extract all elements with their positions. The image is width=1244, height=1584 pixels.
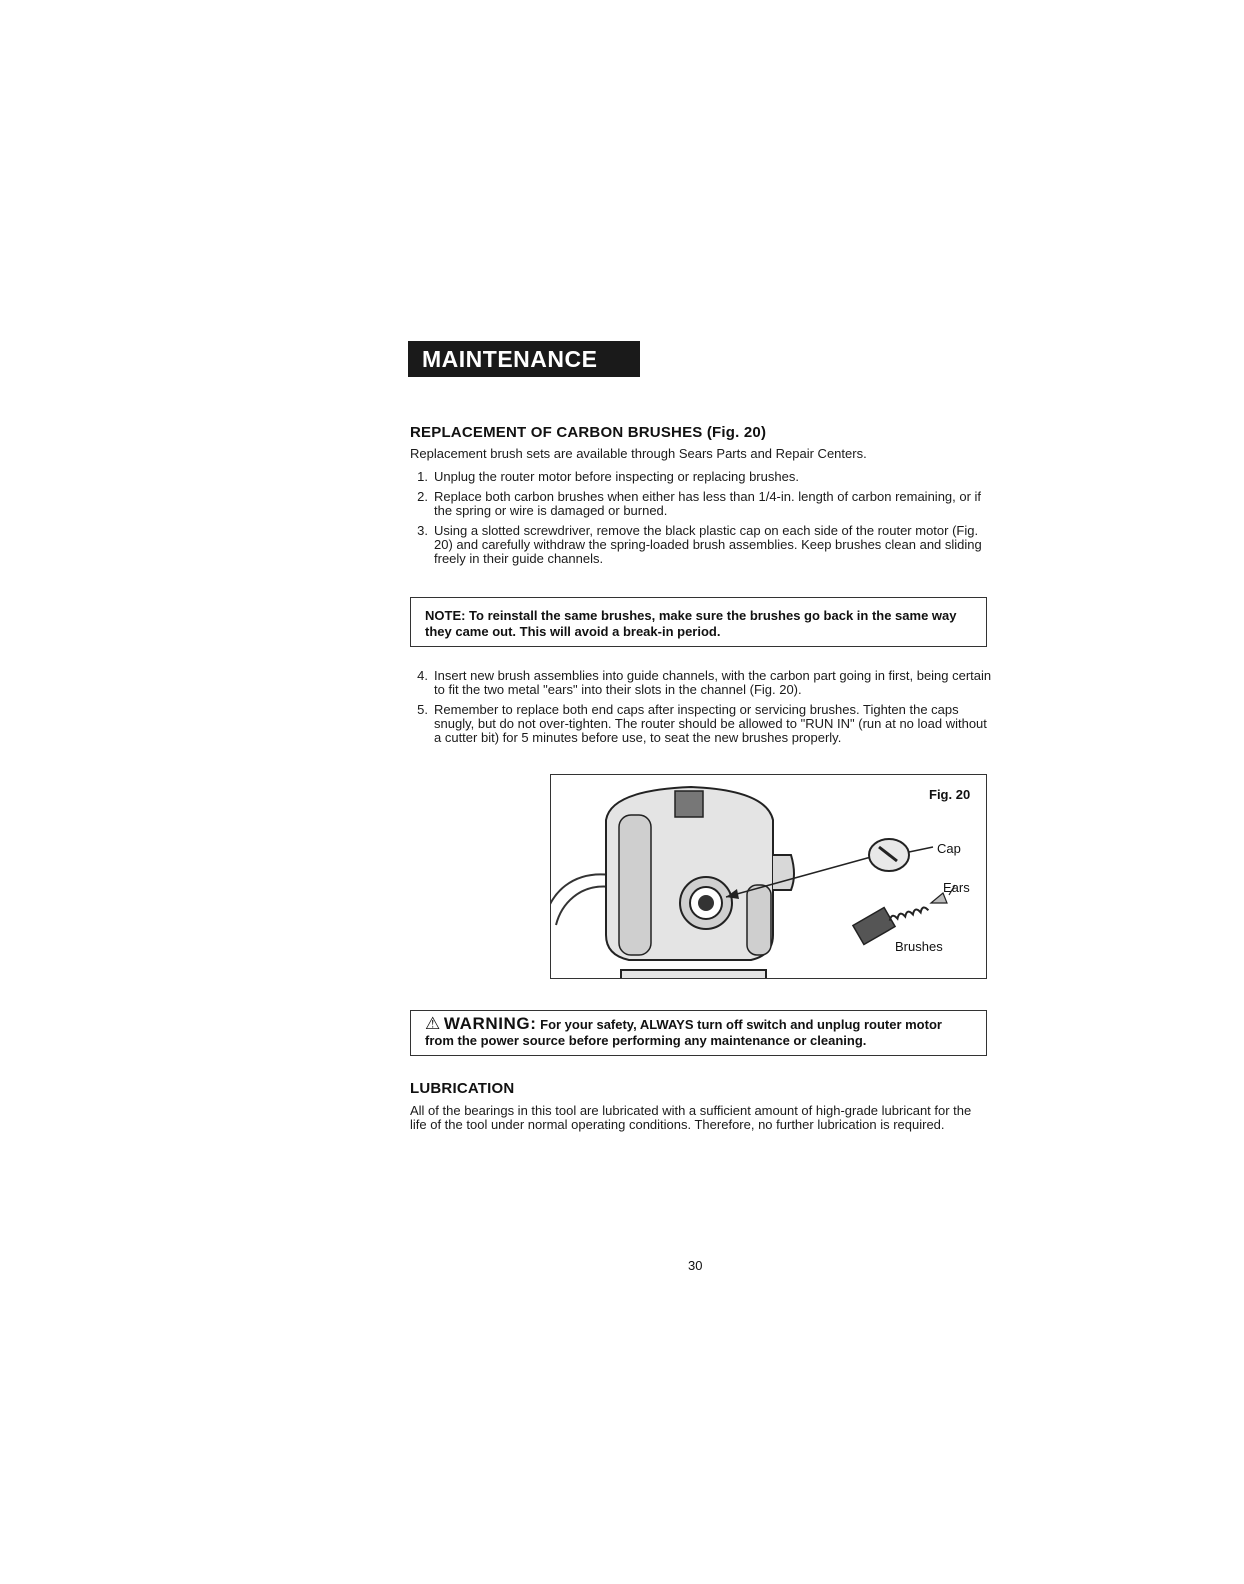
brushes-intro: Replacement brush sets are available through Sears Parts and Repair Centers. <box>410 446 867 461</box>
section-banner: MAINTENANCE cont. <box>408 341 640 377</box>
list-item: 1. Unplug the router motor before inspecting or replacing brushes. <box>417 469 799 484</box>
brushes-heading: REPLACEMENT OF CARBON BRUSHES (Fig. 20) <box>410 424 767 441</box>
lubrication-heading: LUBRICATION <box>410 1080 515 1097</box>
list-item: 2. Replace both carbon brushes when either has less than 1/4-in. length of carbon remaining, or if the spring or wire is damaged or burned. <box>417 489 982 518</box>
list-item: 5. Remember to replace both end caps after inspecting or servicing brushes. Tighten the caps snugly, but do not over-tighten. The router should be allowed to "RUN IN" (run at no load without a cutter bit) for 5 minutes before use, to seat the new brushes properly. <box>417 702 987 745</box>
warning-label: WARNING: <box>443 1014 537 1033</box>
list-item: 4. Insert new brush assemblies into guide channels, with the carbon part going in first, being certain to fit the two metal "ears" into their slots in the channel (Fig. 20). <box>417 668 992 697</box>
figure-20 <box>550 774 987 979</box>
lubrication-text: All of the bearings in this tool are lubricated with a sufficient amount of high-grade lubricant for the life of the tool under normal operating conditions. Therefore, no further lubrication is required. <box>410 1103 972 1132</box>
brushes-callout: Brushes <box>895 939 943 954</box>
list-item: 3. Using a slotted screwdriver, remove the black plastic cap on each side of the router motor (Fig. 20) and carefully withdraw the spring-loaded brush assemblies. Keep brushes clean and sliding freely in their guide channels. <box>417 523 982 566</box>
note-box: NOTE: To reinstall the same brushes, make sure the brushes go back in the same way they came out. This will avoid a break-in period. <box>410 597 987 647</box>
page-number: 30 <box>688 1258 703 1273</box>
figure-label: Fig. 20 <box>929 787 971 802</box>
brush-steps-list-continued <box>410 669 995 751</box>
cap-callout: Cap <box>937 841 961 856</box>
warning-text: For your safety, ALWAYS turn off switch and unplug router motor from the power source before performing any maintenance or cleaning. <box>425 1017 942 1048</box>
brush-steps-list <box>410 470 995 572</box>
warning-triangle-icon: ⚠ <box>425 1014 441 1033</box>
warning-box <box>410 1010 987 1056</box>
ears-callout: Ears <box>943 880 970 895</box>
